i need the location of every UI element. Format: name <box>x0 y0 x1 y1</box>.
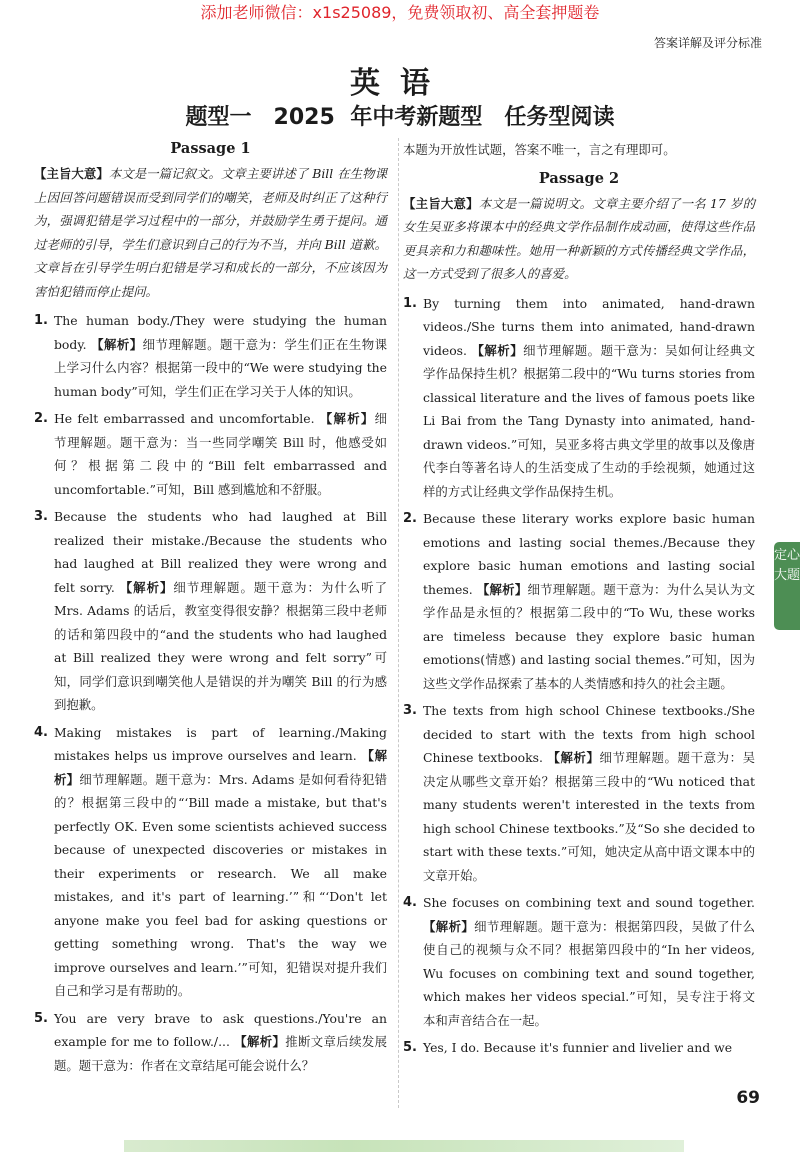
subject-title: 英语 <box>350 66 450 101</box>
answer-number: 3. <box>34 509 48 524</box>
analysis-tag: 【解析】 <box>319 411 375 426</box>
answer-number: 2. <box>34 411 48 426</box>
answer-number: 1. <box>403 295 417 311</box>
answer-body <box>423 891 755 1032</box>
passage1-title: Passage 1 <box>170 140 251 157</box>
analysis-text: 细节理解题。题干意为：Mrs. Adams 是如何看待犯错的？根据第三段中的“‘Bill made a mistake, but that's perfectly OK. Even some scientists achieved success because of unexpected discoveries or mistakes in their experiments or research. We all make mistakes, and it's part of learning.’”和“‘Don't let anyone make you feel bad for asking questions or getting something wrong. That's the way we improve ourselves and learn.’”可知，犯错误对提升我们自己和学习是有帮助的。 <box>54 771 387 998</box>
answer-body <box>423 1036 755 1060</box>
answer-item <box>403 891 755 1032</box>
analysis-tag: 【解析】 <box>476 581 528 597</box>
answer-item <box>34 407 387 501</box>
answer-item <box>403 699 755 887</box>
continued-answer: 本题为开放性试题，答案不唯一，言之有理即可。 <box>403 142 676 157</box>
section-title: 题型一 2025 年中考新题型 任务型阅读 <box>185 105 615 130</box>
answer-body <box>54 309 387 403</box>
answer-text: He felt embarrassed and uncomfortable. <box>54 411 315 426</box>
answer-text: Because these literary works explore basic human emotions and lasting social themes./Because they explore basic human emotions and lasting social themes. <box>423 511 755 597</box>
analysis-text: 细节理解题。题干意为：学生们正在生物课上学习什么内容？根据第一段中的“We were studying the human body”可知，学生们正在学习关于人体的知识。 <box>54 336 387 399</box>
analysis-text: 推断文章后续发展题。题干意为：作者在文章结尾可能会说什么？ <box>54 1034 387 1073</box>
analysis-tag: 【解析】 <box>119 579 174 595</box>
answer-text: The texts from high school Chinese textbooks./She decided to start with the texts from high school Chinese textbooks. <box>423 703 755 765</box>
summary-text: 本文是一篇记叙文。文章主要讲述了 Bill 在生物课上因回答问题错误而受到同学们的嘲笑，老师及时纠正了这种行为，强调犯错是学习过程中的一部分，并鼓励学生勇于提问。通过老师的引导，学生们意识到自己的行为不当，并向 Bill 道歉。文章旨在引导学生明白犯错是学习和成长的一部分，不应该因为害怕犯错而停止提问。 <box>34 166 387 299</box>
analysis-text: 细节理解题。题干意为：为什么听了 Mrs. Adams 的话后，教室变得很安静？根据第三段中老师的话和第四段中的“and the students who had laughed at Bill realized they were wrong and felt sorry”可知，同学们意识到嘲笑他人是错误的并为嘲笑 Bill 的行为感到抱歉。 <box>54 579 387 712</box>
answer-body <box>54 505 387 717</box>
answer-body <box>423 699 755 887</box>
answer-body <box>423 292 755 504</box>
analysis-text: 细节理解题。题干意为：吴如何让经典文学作品保持生机？根据第二段中的“Wu turns stories from classical literature and the lives of famous poets like Li Bai from the Tang Dynasty into animated, hand-drawn videos.”可知，吴亚多将古典文学里的故事以及像唐代李白等著名诗人的生活变成了生动的手绘视频，她通过这样的方式让经典文学作品保持生机。 <box>423 342 756 499</box>
summary-text: 本文是一篇说明文。文章主要介绍了一名 17 岁的女生吴亚多将课本中的经典文学作品制作成动画，使得这些作品更具亲和力和趣味性。她用一种新颖的方式传播经典文学作品，这一方式受到了很多人的喜爱。 <box>403 195 755 281</box>
answer-text: She focuses on combining text and sound together. <box>423 895 755 910</box>
answer-body <box>54 721 387 1003</box>
answer-text: By turning them into animated, hand-drawn videos./She turns them into animated, hand-drawn videos. <box>423 295 755 358</box>
left-column <box>34 138 387 1081</box>
summary-tag: 【主旨大意】 <box>403 195 479 211</box>
side-tab[interactable]: 定心大题 <box>774 542 800 630</box>
answer-body <box>423 507 755 695</box>
answer-item <box>34 505 387 717</box>
analysis-tag: 【解析】 <box>234 1034 286 1049</box>
answer-body <box>54 407 387 501</box>
answer-number: 3. <box>403 703 417 718</box>
answer-number: 4. <box>403 895 417 910</box>
analysis-tag: 【解析】 <box>471 342 524 358</box>
passage2-title: Passage 2 <box>538 169 620 187</box>
answer-item <box>34 309 387 403</box>
answer-item <box>403 292 755 504</box>
passage1-summary <box>34 162 387 303</box>
answer-number: 5. <box>403 1040 417 1055</box>
answer-number: 2. <box>403 511 417 526</box>
analysis-text: 细节理解题。题干意为：为什么吴认为文学作品是永恒的？根据第二段中的“To Wu, these works are timeless because they explore basic human emotions(情感) and lasting social themes.”可知，因为这些文学作品探索了基本的人类情感和持久的社会主题。 <box>423 581 755 691</box>
answer-body <box>54 1007 387 1078</box>
header-label: 答案详解及评分标准 <box>653 36 762 50</box>
analysis-tag: 【解析】 <box>91 336 143 352</box>
analysis-text: 细节理解题。题干意为：根据第四段，吴做了什么使自己的视频与众不同？根据第四段中的“In her videos, Wu focuses on combining text and sound together, which makes her videos special.”可知，吴专注于将文本和声音结合在一起。 <box>423 918 756 1028</box>
passage2-summary <box>403 192 755 286</box>
summary-tag: 【主旨大意】 <box>34 166 109 181</box>
answer-item <box>403 1036 755 1060</box>
answer-number: 4. <box>34 724 48 740</box>
passage1-answers <box>34 309 387 1077</box>
answer-text: The human body./They were studying the human body. <box>54 313 387 352</box>
analysis-tag: 【解析】 <box>423 918 475 934</box>
passage2-answers <box>403 292 755 1060</box>
answer-item <box>34 1007 387 1078</box>
answer-text: Yes, I do. Because it's funnier and livelier and we <box>423 1040 733 1055</box>
analysis-text: 细节理解题。题干意为：当一些同学嘲笑 Bill 时，他感受如何？根据第二段中的“Bill felt embarrassed and uncomfortable.”可知，Bill 感到尴尬和不舒服。 <box>54 411 387 497</box>
footer-decoration <box>124 1140 684 1152</box>
analysis-tag: 【解析】 <box>54 748 387 787</box>
right-column <box>403 138 755 1064</box>
answer-item <box>403 507 755 695</box>
answer-text: Because the students who had laughed at Bill realized their mistake./Because the students who had laughed at Bill realized they were wrong and felt sorry. <box>54 509 387 595</box>
analysis-tag: 【解析】 <box>547 750 600 765</box>
answer-text: Making mistakes is part of learning./Making mistakes helps us improve ourselves and learn. <box>54 724 387 763</box>
column-divider <box>398 138 399 1108</box>
answer-text: You are very brave to ask questions./You're an example for me to follow./... <box>54 1010 387 1049</box>
analysis-text: 细节理解题。题干意为：吴决定从哪些文章开始？根据第三段中的“Wu noticed that many students weren't interested in the texts from high school Chinese textbooks.”及“So she decided to start with these texts.”可知，她决定从高中语文课本中的文章开始。 <box>423 750 755 883</box>
watermark-text: 添加老师微信：x1s25089，免费领取初、高全套押题卷 <box>200 3 600 22</box>
page-number: 69 <box>736 1088 760 1108</box>
answer-item <box>34 721 387 1003</box>
answer-number: 1. <box>34 313 48 328</box>
answer-number: 5. <box>34 1010 48 1026</box>
